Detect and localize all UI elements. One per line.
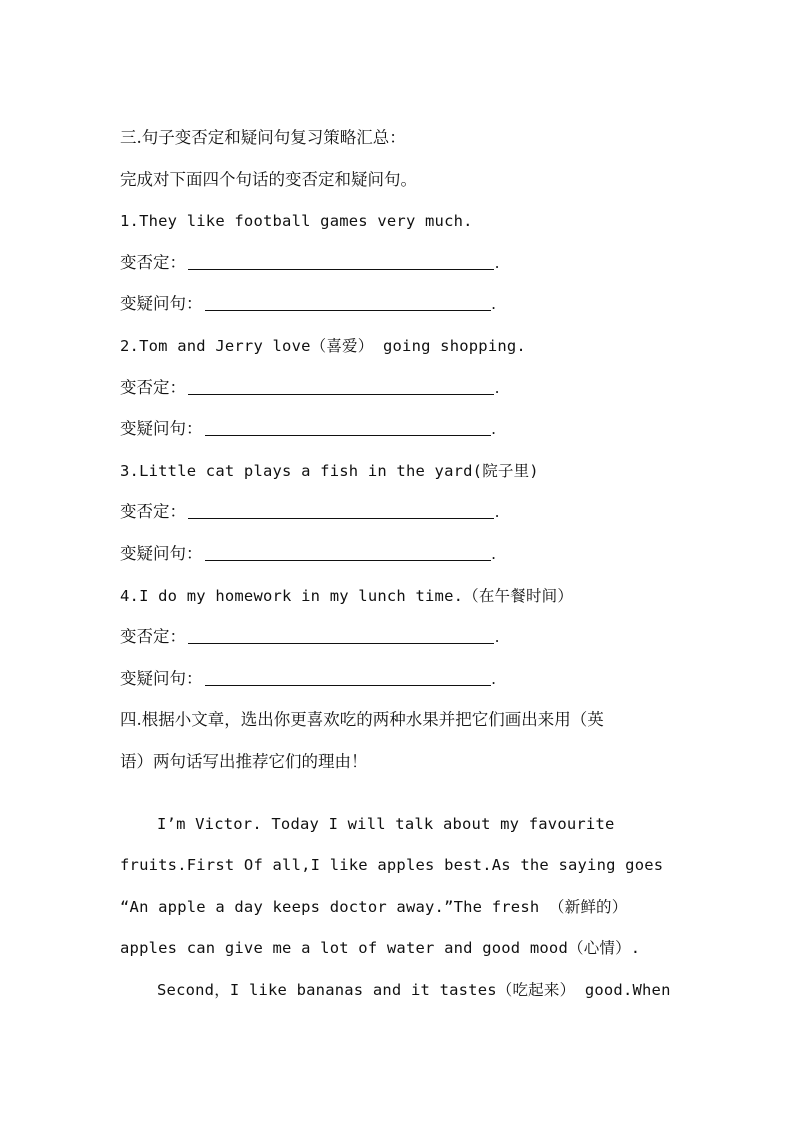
question-label: 变疑问句： (120, 294, 203, 314)
sentence-2: 2.Tom and Jerry love（喜爱） going shopping. (120, 336, 526, 355)
story-passage (120, 811, 680, 1019)
end-mark: . (491, 419, 496, 439)
end-mark: . (495, 627, 500, 647)
end-mark: . (495, 377, 500, 397)
sentence-4: 4.I do my homework in my lunch time.（在午餐时间） (120, 586, 574, 605)
story-line-1: I’m Victor. Today I will talk about my favourite (157, 814, 615, 833)
question-label: 变疑问句： (120, 543, 203, 563)
section4-title-line1: 四.根据小文章，选出你更喜欢吃的两种水果并把它们画出来用（英 (120, 710, 604, 730)
end-mark: . (491, 668, 496, 688)
end-mark: . (495, 502, 500, 522)
question-answer-3 (120, 541, 680, 583)
question-answer-1 (120, 291, 680, 333)
answer-blank[interactable] (188, 500, 494, 519)
paragraph-gap (120, 791, 680, 811)
story-line-3: “An apple a day keeps doctor away.”The fresh （新鲜的） (120, 897, 628, 916)
negative-answer-3 (120, 499, 680, 541)
section4-title-line2: 语）两句话写出推荐它们的理由！ (120, 751, 368, 771)
answer-blank[interactable] (188, 376, 494, 395)
end-mark: . (491, 543, 496, 563)
answer-blank[interactable] (205, 292, 491, 311)
question-label: 变疑问句： (120, 668, 203, 688)
question-label: 变疑问句： (120, 419, 203, 439)
answer-blank[interactable] (188, 251, 494, 270)
section3-title: 三.句子变否定和疑问句复习策略汇总： (120, 128, 406, 147)
end-mark: . (495, 252, 500, 272)
answer-blank[interactable] (188, 625, 494, 644)
end-mark: . (491, 294, 496, 314)
answer-blank[interactable] (205, 417, 491, 436)
story-line-2: fruits.First Of all,I like apples best.As the saying goes (120, 856, 664, 875)
answer-blank[interactable] (205, 667, 491, 686)
negative-answer-2 (120, 375, 680, 417)
negative-answer-4 (120, 624, 680, 666)
sentence-3: 3.Little cat plays a fish in the yard(院子里) (120, 461, 539, 480)
negative-answer-1 (120, 250, 680, 292)
answer-blank[interactable] (205, 542, 491, 561)
negative-label: 变否定： (120, 502, 186, 522)
question-answer-2 (120, 416, 680, 458)
worksheet-content (120, 125, 680, 1018)
negative-label: 变否定： (120, 377, 186, 397)
story-line-5: Second，I like bananas and it tastes（吃起来） good.When (157, 980, 671, 999)
section3-instruction: 完成对下面四个句话的变否定和疑问句。 (120, 169, 417, 189)
sentence-1: 1.They like football games very much. (120, 212, 473, 231)
negative-label: 变否定： (120, 252, 186, 272)
question-answer-4 (120, 666, 680, 708)
story-line-4: apples can give me a lot of water and good mood（心情）. (120, 939, 641, 958)
negative-label: 变否定： (120, 627, 186, 647)
